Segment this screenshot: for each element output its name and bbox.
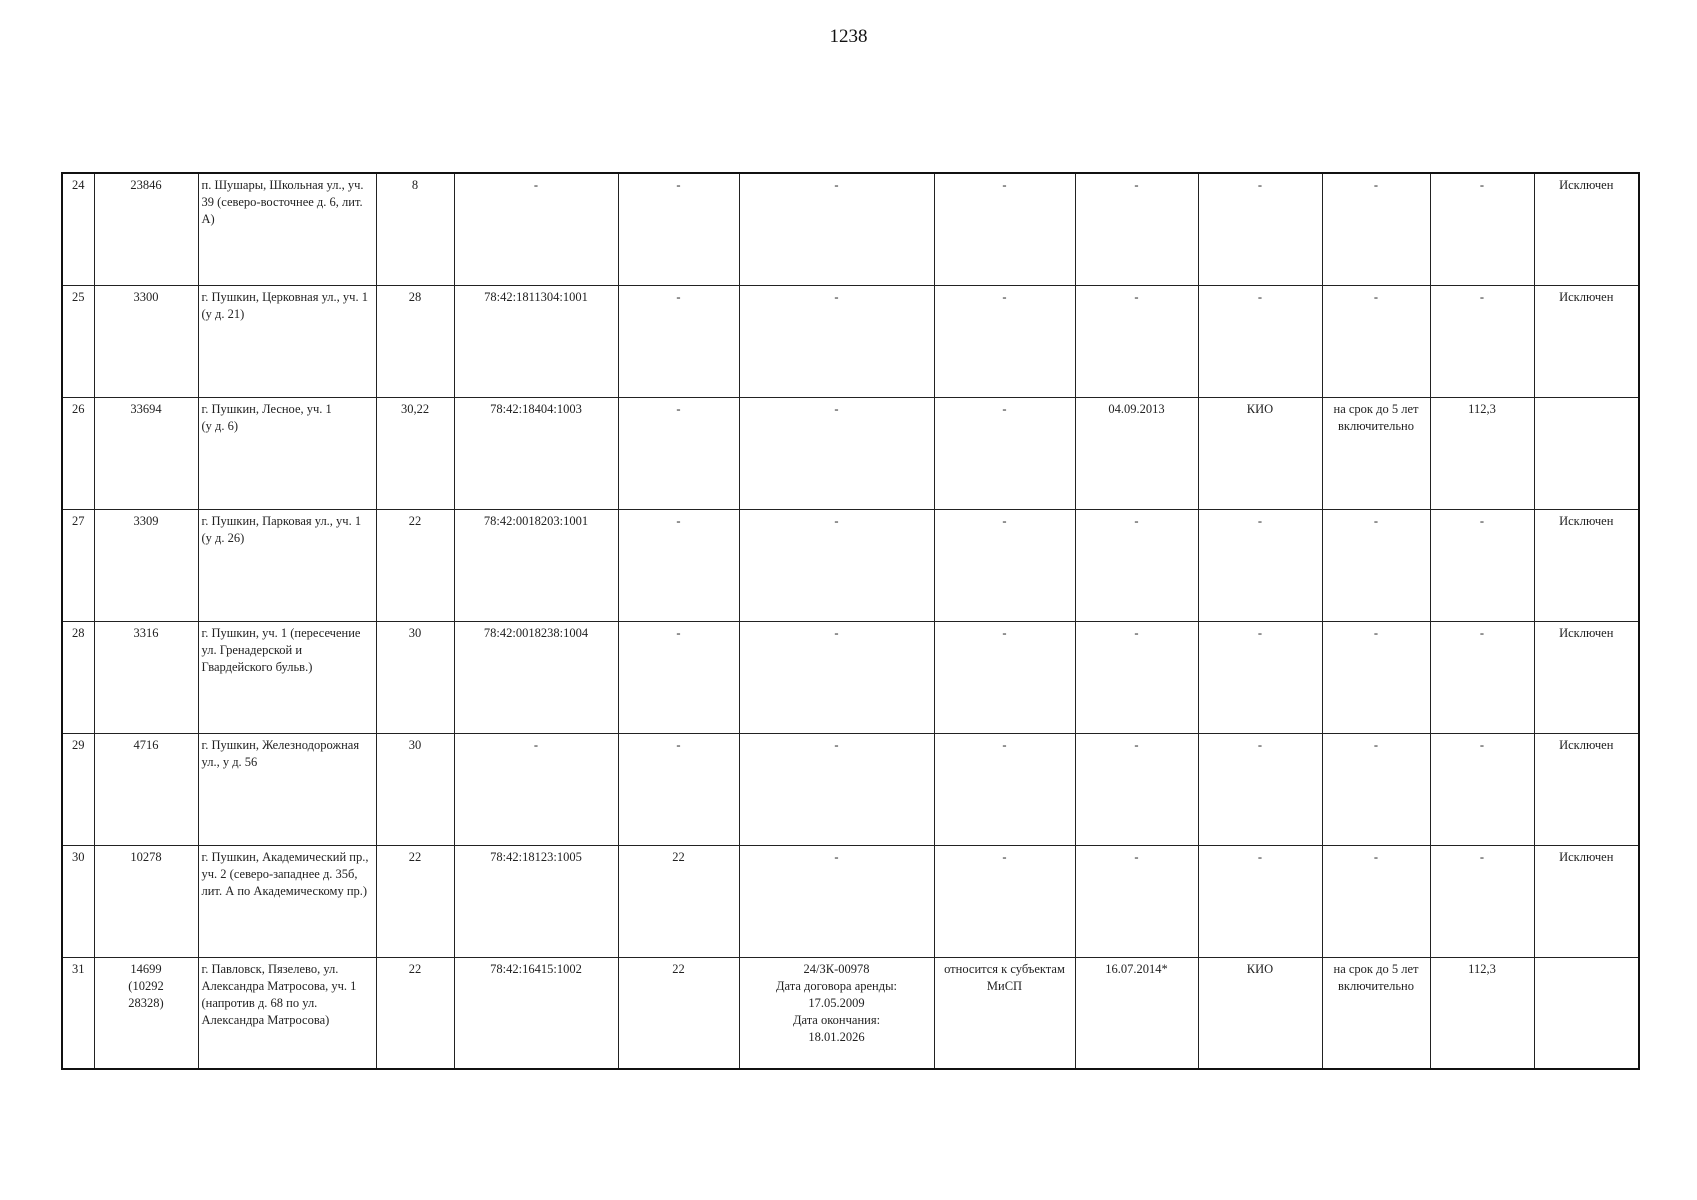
row-area: 28: [376, 285, 454, 397]
row-contract: -: [739, 285, 934, 397]
row-value: 112,3: [1430, 397, 1534, 509]
row-address: п. Шушары, Школьная ул., уч. 39 (северо-восточнее д. 6, лит. А): [198, 173, 376, 285]
row-date: -: [1075, 845, 1198, 957]
row-address: г. Пушкин, Академический пр., уч. 2 (северо-западнее д. 35б, лит. А по Академическому пр.): [198, 845, 376, 957]
row-address: г. Павловск, Пязелево, ул. Александра Матросова, уч. 1 (напротив д. 68 по ул. Александра Матросова): [198, 957, 376, 1069]
row-contract: -: [739, 509, 934, 621]
row-area-2: -: [618, 621, 739, 733]
row-value: -: [1430, 173, 1534, 285]
table-row: [62, 397, 1639, 509]
row-date: -: [1075, 173, 1198, 285]
row-area-2: -: [618, 173, 739, 285]
row-term: -: [1322, 621, 1430, 733]
table-row: [62, 285, 1639, 397]
row-area-2: -: [618, 733, 739, 845]
row-area: 30,22: [376, 397, 454, 509]
table-row: [62, 733, 1639, 845]
row-contract: -: [739, 845, 934, 957]
row-organization: -: [1198, 509, 1322, 621]
row-address: г. Пушкин, Парковая ул., уч. 1 (у д. 26): [198, 509, 376, 621]
row-cadastral-number: 78:42:18404:1003: [454, 397, 618, 509]
row-address: г. Пушкин, Лесное, уч. 1 (у д. 6): [198, 397, 376, 509]
row-note: [1534, 397, 1639, 509]
row-id: 3309: [94, 509, 198, 621]
row-contract: -: [739, 733, 934, 845]
row-id: 23846: [94, 173, 198, 285]
row-cadastral-number: -: [454, 173, 618, 285]
row-id: 14699 (10292 28328): [94, 957, 198, 1069]
row-id: 3300: [94, 285, 198, 397]
row-organization: -: [1198, 173, 1322, 285]
table-row: [62, 173, 1639, 285]
row-organization: -: [1198, 845, 1322, 957]
row-organization: -: [1198, 733, 1322, 845]
row-note: Исключен: [1534, 173, 1639, 285]
table-row: [62, 957, 1639, 1069]
row-value: -: [1430, 621, 1534, 733]
row-number: 28: [62, 621, 94, 733]
row-id: 4716: [94, 733, 198, 845]
row-number: 31: [62, 957, 94, 1069]
row-date: 16.07.2014*: [1075, 957, 1198, 1069]
row-subject-status: -: [934, 845, 1075, 957]
row-date: -: [1075, 733, 1198, 845]
row-cadastral-number: 78:42:16415:1002: [454, 957, 618, 1069]
row-date: -: [1075, 621, 1198, 733]
row-id: 3316: [94, 621, 198, 733]
row-number: 25: [62, 285, 94, 397]
row-area-2: -: [618, 509, 739, 621]
row-note: [1534, 957, 1639, 1069]
row-number: 29: [62, 733, 94, 845]
row-term: на срок до 5 лет включительно: [1322, 957, 1430, 1069]
row-note: Исключен: [1534, 285, 1639, 397]
row-subject-status: -: [934, 397, 1075, 509]
row-id: 10278: [94, 845, 198, 957]
row-area-2: -: [618, 285, 739, 397]
row-date: -: [1075, 509, 1198, 621]
table-row: [62, 845, 1639, 957]
row-subject-status: -: [934, 733, 1075, 845]
row-cadastral-number: -: [454, 733, 618, 845]
row-value: 112,3: [1430, 957, 1534, 1069]
row-organization: -: [1198, 285, 1322, 397]
row-organization: -: [1198, 621, 1322, 733]
row-value: -: [1430, 285, 1534, 397]
row-value: -: [1430, 509, 1534, 621]
row-area-2: -: [618, 397, 739, 509]
row-area: 22: [376, 845, 454, 957]
row-area: 30: [376, 621, 454, 733]
row-value: -: [1430, 845, 1534, 957]
table-body: [62, 173, 1639, 1069]
row-date: -: [1075, 285, 1198, 397]
row-area-2: 22: [618, 845, 739, 957]
row-area: 22: [376, 509, 454, 621]
row-cadastral-number: 78:42:0018203:1001: [454, 509, 618, 621]
page-number: 1238: [829, 26, 868, 47]
table-row: [62, 621, 1639, 733]
row-cadastral-number: 78:42:18123:1005: [454, 845, 618, 957]
row-term: -: [1322, 285, 1430, 397]
row-subject-status: -: [934, 285, 1075, 397]
row-address: г. Пушкин, Железнодорожная ул., у д. 56: [198, 733, 376, 845]
row-number: 27: [62, 509, 94, 621]
row-organization: КИО: [1198, 397, 1322, 509]
row-id: 33694: [94, 397, 198, 509]
row-subject-status: относится к субъектам МиСП: [934, 957, 1075, 1069]
row-subject-status: -: [934, 509, 1075, 621]
row-address: г. Пушкин, уч. 1 (пересечение ул. Гренадерской и Гвардейского бульв.): [198, 621, 376, 733]
row-term: -: [1322, 173, 1430, 285]
row-term: -: [1322, 509, 1430, 621]
row-date: 04.09.2013: [1075, 397, 1198, 509]
row-area: 30: [376, 733, 454, 845]
row-contract: -: [739, 621, 934, 733]
row-contract: 24/ЗК-00978 Дата договора аренды: 17.05.2009 Дата окончания: 18.01.2026: [739, 957, 934, 1069]
row-term: -: [1322, 733, 1430, 845]
row-note: Исключен: [1534, 509, 1639, 621]
row-area: 8: [376, 173, 454, 285]
row-address: г. Пушкин, Церковная ул., уч. 1 (у д. 21): [198, 285, 376, 397]
row-subject-status: -: [934, 621, 1075, 733]
row-note: Исключен: [1534, 845, 1639, 957]
row-number: 26: [62, 397, 94, 509]
row-term: -: [1322, 845, 1430, 957]
row-contract: -: [739, 397, 934, 509]
row-area-2: 22: [618, 957, 739, 1069]
row-area: 22: [376, 957, 454, 1069]
row-number: 30: [62, 845, 94, 957]
row-note: Исключен: [1534, 621, 1639, 733]
row-contract: -: [739, 173, 934, 285]
row-number: 24: [62, 173, 94, 285]
row-organization: КИО: [1198, 957, 1322, 1069]
row-term: на срок до 5 лет включительно: [1322, 397, 1430, 509]
row-subject-status: -: [934, 173, 1075, 285]
row-value: -: [1430, 733, 1534, 845]
registry-table: [61, 172, 1640, 1070]
row-note: Исключен: [1534, 733, 1639, 845]
table-row: [62, 509, 1639, 621]
row-cadastral-number: 78:42:1811304:1001: [454, 285, 618, 397]
row-cadastral-number: 78:42:0018238:1004: [454, 621, 618, 733]
